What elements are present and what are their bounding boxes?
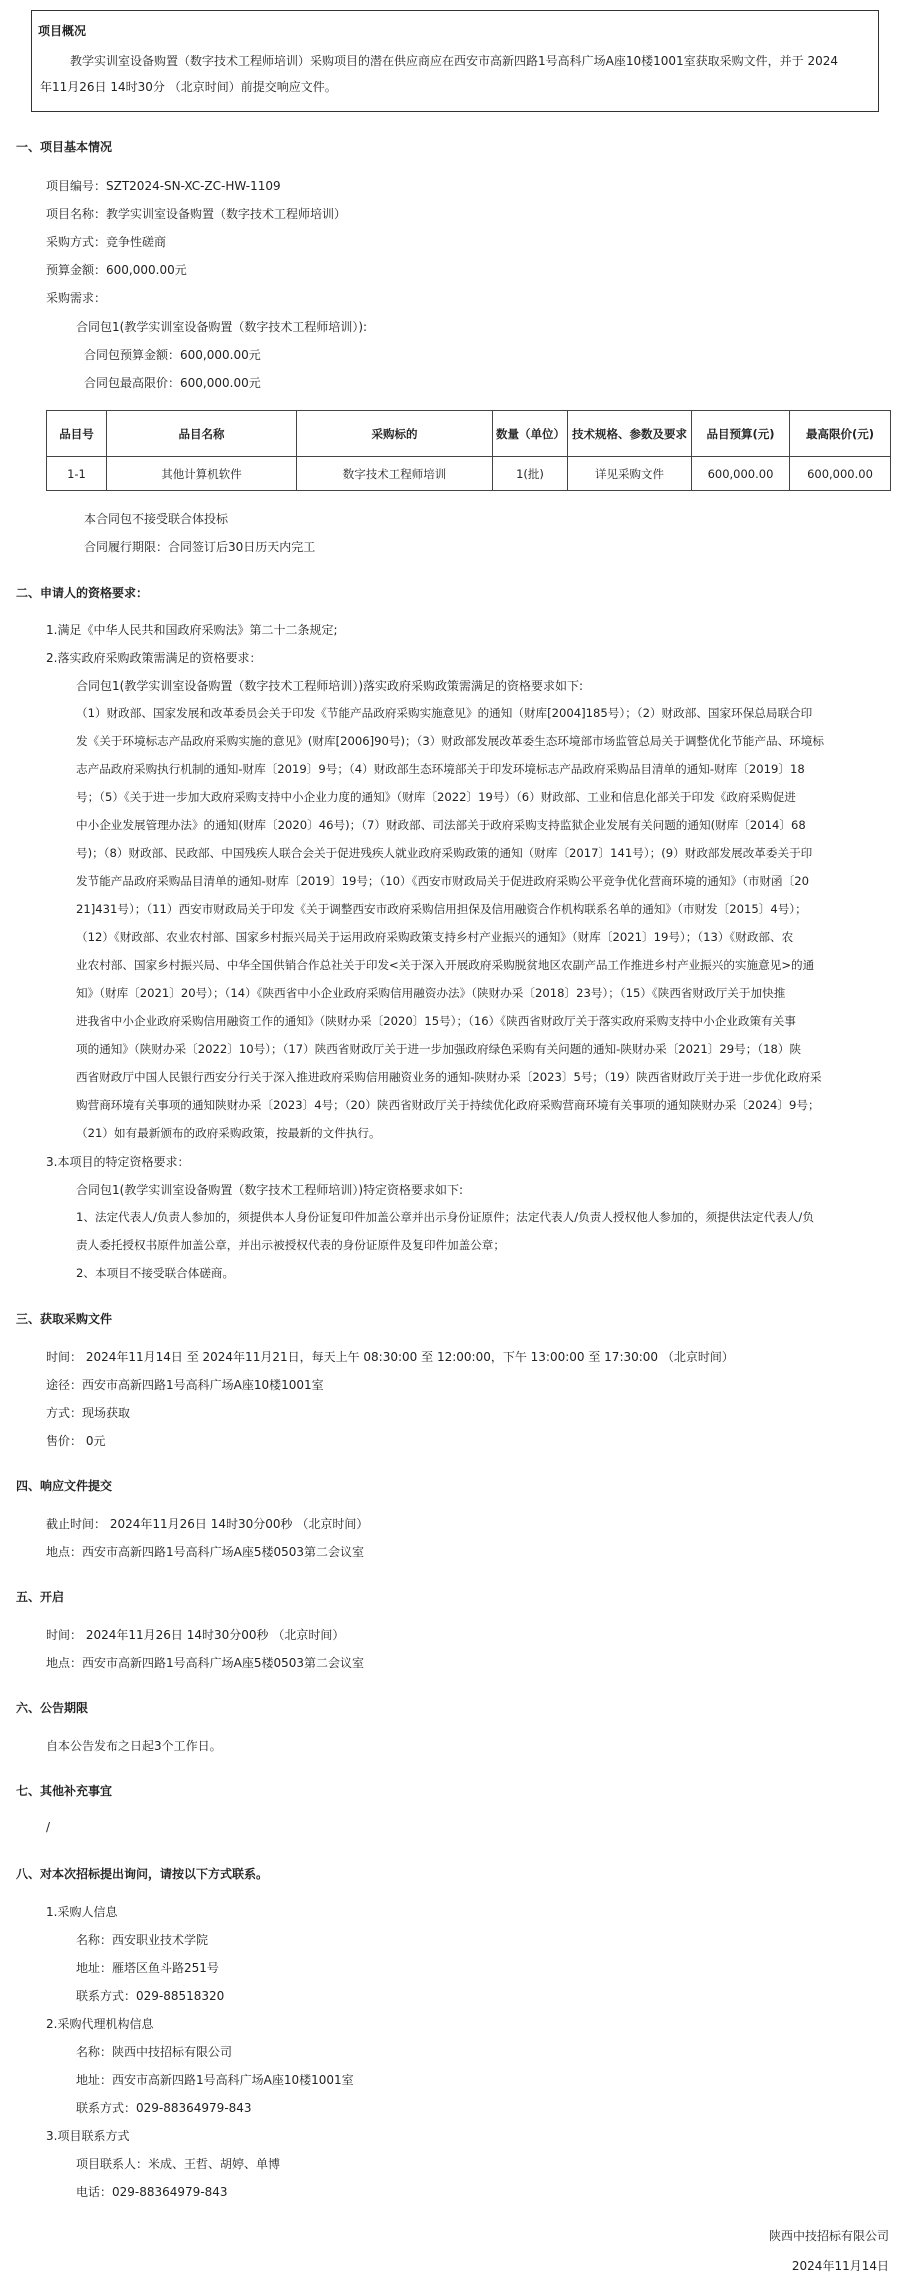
policy-intro: 合同包1(教学实训室设备购置（数字技术工程师培训）)落实政府采购政策需满足的资格要求如下:	[76, 679, 584, 693]
acquire-time: 时间： 2024年11月14日 至 2024年11月21日，每天上午 08:30:00 至 12:00:00，下午 13:00:00 至 17:30:00 （北京时间）	[46, 1350, 734, 1364]
policy-line: （12）《财政部、农业农村部、国家乡村振兴局关于运用政府采购政策支持乡村产业振兴的通知》（财库〔2021〕19号）；（13）《财政部、农	[76, 930, 794, 944]
submission-deadline: 截止时间： 2024年11月26日 14时30分00秒 （北京时间）	[46, 1517, 369, 1531]
table-header: 采购标的	[297, 411, 493, 457]
section-7-heading: 七、其他补充事宜	[16, 1784, 113, 1798]
section-4-heading: 四、响应文件提交	[16, 1479, 113, 1493]
contact-phone: 电话：029-88364979-843	[76, 2185, 228, 2199]
special-line: 责人委托授权书原件加盖公章，并出示被授权代表的身份证原件及复印件加盖公章；	[76, 1238, 505, 1252]
qualification-item-2: 2.落实政府采购政策需满足的资格要求：	[46, 651, 262, 665]
section-3-heading: 三、获取采购文件	[16, 1312, 113, 1326]
footer-date: 2024年11月14日	[791, 2259, 889, 2273]
package-max-price: 合同包最高限价：600,000.00元	[84, 376, 261, 390]
no-consortium-note: 本合同包不接受联合体投标	[84, 512, 229, 526]
table-cell: 600,000.00	[790, 457, 891, 491]
overview-title: 项目概况	[38, 24, 87, 38]
table-header: 技术规格、参数及要求	[568, 411, 692, 457]
qualification-item-1: 1.满足《中华人民共和国政府采购法》第二十二条规定;	[46, 623, 338, 637]
agent-phone: 联系方式：029-88364979-843	[76, 2101, 252, 2115]
table-cell: 其他计算机软件	[107, 457, 297, 491]
procurement-demand: 采购需求：	[46, 291, 107, 305]
contract-package: 合同包1(教学实训室设备购置（数字技术工程师培训）):	[76, 320, 368, 334]
submission-place: 地点：西安市高新四路1号高科广场A座5楼0503第二会议室	[46, 1545, 365, 1559]
buyer-name: 名称：西安职业技术学院	[76, 1933, 209, 1947]
section-2-heading: 二、申请人的资格要求：	[16, 586, 149, 600]
package-table	[46, 410, 891, 491]
buyer-address: 地址：雁塔区鱼斗路251号	[76, 1961, 219, 1975]
section-8-heading: 八、对本次招标提出询问，请按以下方式联系。	[16, 1867, 269, 1881]
agent-address: 地址：西安市高新四路1号高科广场A座10楼1001室	[76, 2073, 354, 2087]
other-matters: /	[46, 1820, 51, 1834]
notice-period: 自本公告发布之日起3个工作日。	[46, 1739, 222, 1753]
qualification-item-3: 3.本项目的特定资格要求：	[46, 1155, 190, 1169]
policy-line: 项的通知》（陕财办采〔2022〕10号）；（17）陕西省财政厅关于进一步加强政府绿色采购有关问题的通知-陕财办采〔2021〕29号；（18）陕	[76, 1042, 802, 1056]
policy-line: 购营商环境有关事项的通知陕财办采〔2023〕4号；（20）陕西省财政厅关于持续优化政府采购营商环境有关事项的通知陕财办采〔2024〕9号；	[76, 1098, 820, 1112]
table-cell: 1(批)	[493, 457, 568, 491]
acquire-place: 途径：西安市高新四路1号高科广场A座10楼1001室	[46, 1378, 324, 1392]
policy-line: 志产品政府采购执行机制的通知-财库〔2019〕9号；（4）财政部生态环境部关于印发环境标志产品政府采购品目清单的通知-财库〔2019〕18	[76, 762, 805, 776]
table-header: 最高限价(元)	[790, 411, 891, 457]
policy-line: （1）财政部、国家发展和改革委员会关于印发《节能产品政府采购实施意见》的通知（财库[2004]185号）；（2）财政部、国家环保总局联合印	[76, 706, 813, 720]
agent-name: 名称：陕西中技招标有限公司	[76, 2045, 233, 2059]
project-number: 项目编号：SZT2024-SN-XC-ZC-HW-1109	[46, 179, 281, 193]
table-header-row	[47, 411, 891, 457]
opening-place: 地点：西安市高新四路1号高科广场A座5楼0503第二会议室	[46, 1656, 365, 1670]
contact-person: 项目联系人：米成、王哲、胡婷、单博	[76, 2157, 281, 2171]
acquire-price: 售价： 0元	[46, 1434, 106, 1448]
policy-line: 进我省中小企业政府采购信用融资工作的通知》（陕财办采〔2020〕15号）；（16）《陕西省财政厅关于落实政府采购支持中小企业政策有关事	[76, 1014, 796, 1028]
buyer-phone: 联系方式：029-88518320	[76, 1989, 225, 2003]
opening-time: 时间： 2024年11月26日 14时30分00秒 （北京时间）	[46, 1628, 345, 1642]
package-budget: 合同包预算金额：600,000.00元	[84, 348, 261, 362]
special-line: 1、法定代表人/负责人参加的，须提供本人身份证复印件加盖公章并出示身份证原件；法定代表人/负责人授权他人参加的，须提供法定代表人/负	[76, 1210, 814, 1224]
policy-line: 号；（5）《关于进一步加大政府采购支持中小企业力度的通知》（财库〔2022〕19号）（6）财政部、工业和信息化部关于印发《政府采购促进	[76, 790, 796, 804]
policy-line: （21）如有最新颁布的政府采购政策，按最新的文件执行。	[76, 1126, 381, 1140]
special-intro: 合同包1(教学实训室设备购置（数字技术工程师培训）)特定资格要求如下:	[76, 1183, 464, 1197]
table-header: 品目号	[47, 411, 107, 457]
table-row	[47, 457, 891, 491]
policy-line: 西省财政厅中国人民银行西安分行关于深入推进政府采购信用融资业务的通知-陕财办采〔2023〕5号；（19）陕西省财政厅关于进一步优化政府采	[76, 1070, 822, 1084]
policy-line: 中小企业发展管理办法》的通知(财库〔2020〕46号)；（7）财政部、司法部关于政府采购支持监狱企业发展有关问题的通知(财库〔2014〕68	[76, 818, 806, 832]
contact-title: 3.项目联系方式	[46, 2129, 130, 2143]
table-cell: 数字技术工程师培训	[297, 457, 493, 491]
table-cell: 详见采购文件	[568, 457, 692, 491]
special-line: 2、本项目不接受联合体磋商。	[76, 1266, 235, 1280]
table-header: 品目名称	[107, 411, 297, 457]
overview-line-1: 教学实训室设备购置（数字技术工程师培训）采购项目的潜在供应商应在西安市高新四路1号高科广场A座10楼1001室获取采购文件，并于 2024	[70, 54, 839, 68]
policy-line: 发《关于环境标志产品政府采购实施的意见》(财库[2006]90号)；（3）财政部发展改革委生态环境部市场监管总局关于调整优化节能产品、环境标	[76, 734, 824, 748]
section-1-heading: 一、项目基本情况	[16, 140, 113, 154]
procurement-method: 采购方式：竞争性磋商	[46, 235, 167, 249]
policy-line: 业农村部、国家乡村振兴局、中华全国供销合作总社关于印发<关于深入开展政府采购脱贫地区农副产品工作推进乡村产业振兴的实施意见>的通	[76, 958, 815, 972]
section-6-heading: 六、公告期限	[16, 1701, 89, 1715]
section-5-heading: 五、开启	[16, 1590, 65, 1604]
policy-line: 21]431号）；（11）西安市财政局关于印发《关于调整西安市政府采购信用担保及信用融资合作机构联系名单的通知》（市财发〔2015〕4号）；	[76, 902, 807, 916]
acquire-way: 方式：现场获取	[46, 1406, 131, 1420]
table-header: 数量（单位）	[493, 411, 568, 457]
table-cell: 600,000.00	[692, 457, 790, 491]
table-header: 品目预算(元)	[692, 411, 790, 457]
project-name: 项目名称：教学实训室设备购置（数字技术工程师培训）	[46, 207, 347, 221]
policy-line: 号)；（8）财政部、民政部、中国残疾人联合会关于促进残疾人就业政府采购政策的通知（财库〔2017〕141号）；(9）财政部发展改革委关于印	[76, 846, 813, 860]
table-cell: 1-1	[47, 457, 107, 491]
agent-info-title: 2.采购代理机构信息	[46, 2017, 154, 2031]
contract-period: 合同履行期限：合同签订后30日历天内完工	[84, 540, 316, 554]
policy-line: 发节能产品政府采购品目清单的通知-财库〔2019〕19号；（10）《西安市财政局关于促进政府采购公平竞争优化营商环境的通知》（市财函〔20	[76, 874, 809, 888]
buyer-info-title: 1.采购人信息	[46, 1905, 118, 1919]
budget-amount: 预算金额：600,000.00元	[46, 263, 187, 277]
overview-line-2: 年11月26日 14时30分 （北京时间）前提交响应文件。	[40, 80, 337, 94]
footer-company: 陕西中技招标有限公司	[768, 2229, 889, 2243]
policy-line: 知》（财库〔2021〕20号）；（14）《陕西省中小企业政府采购信用融资办法》（陕财办采〔2018〕23号）；（15）《陕西省财政厅关于加快推	[76, 986, 786, 1000]
